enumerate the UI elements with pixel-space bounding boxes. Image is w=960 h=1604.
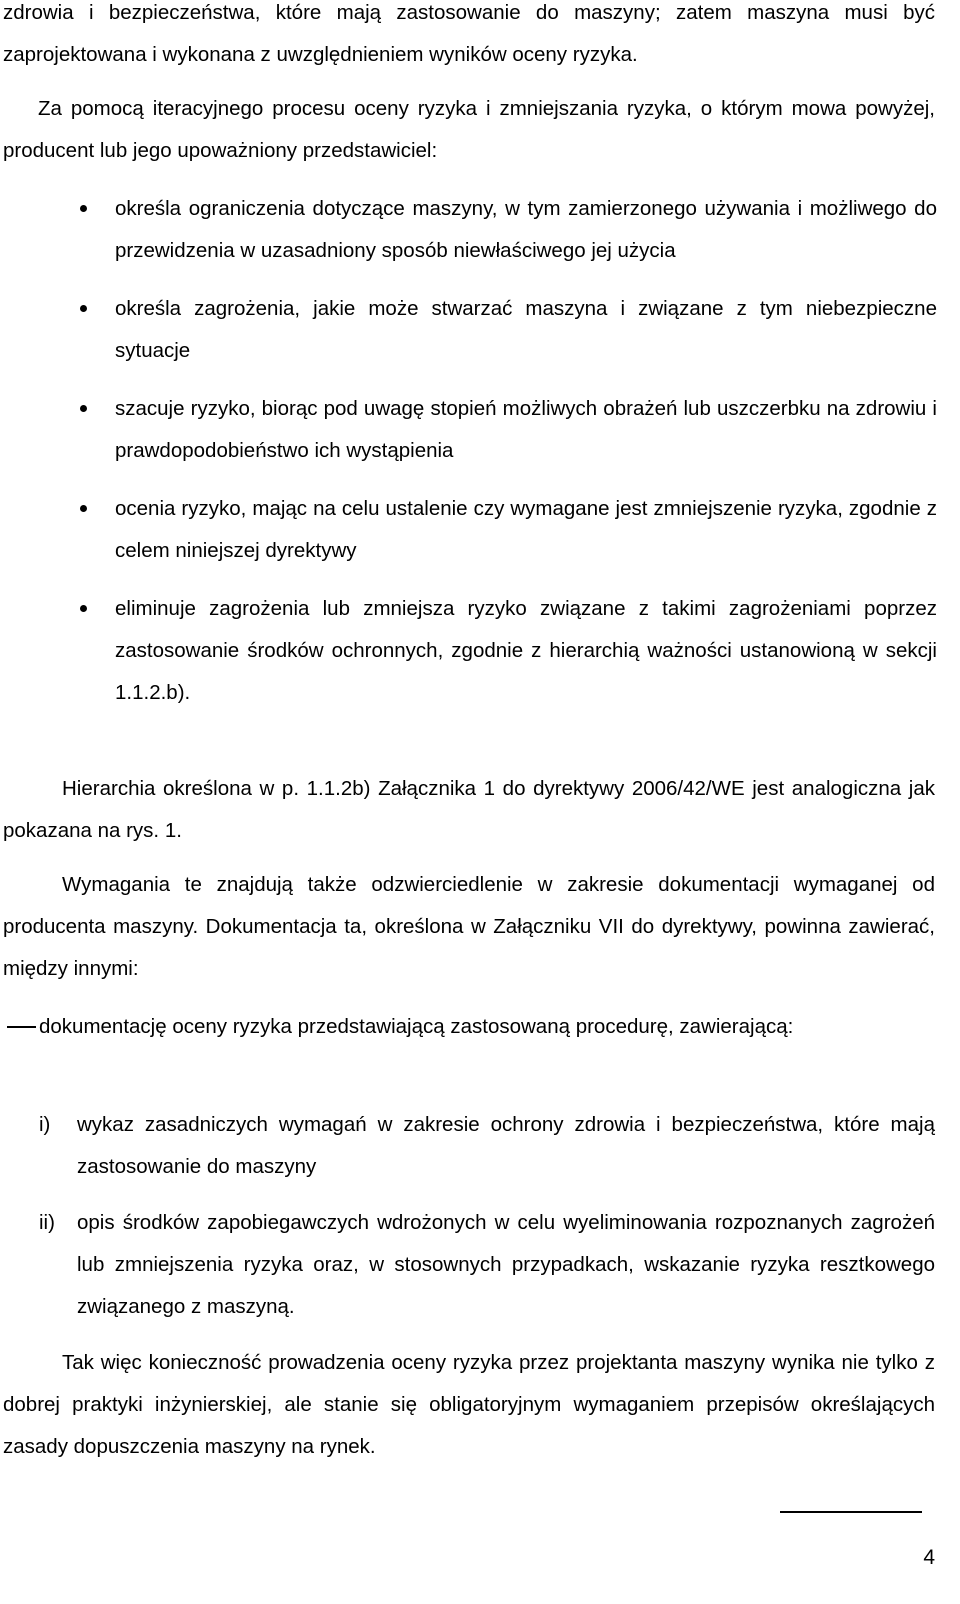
list-item-text: wykaz zasadniczych wymagań w zakresie ochrony zdrowia i bezpieczeństwa, które mają zastosowanie do maszyny bbox=[77, 1113, 935, 1178]
list-item-text: szacuje ryzyko, biorąc pod uwagę stopień możliwych obrażeń lub uszczerbku na zdrowiu i prawdopodobieństwo ich wystąpienia bbox=[115, 397, 937, 462]
intro-paragraph-2-block bbox=[3, 88, 935, 172]
intro-continuation bbox=[3, 0, 935, 76]
bullet-icon bbox=[80, 605, 87, 612]
list-item-text: określa ograniczenia dotyczące maszyny, w tym zamierzonego używania i możliwego do przewidzenia w uzasadniony sposób niewłaściwego jej użycia bbox=[115, 197, 937, 262]
list-item bbox=[0, 388, 937, 472]
documentation-item-text: dokumentację oceny ryzyka przedstawiającą zastosowaną procedurę, zawierającą: bbox=[39, 1015, 794, 1038]
bullet-icon bbox=[80, 505, 87, 512]
footer-rule bbox=[780, 1511, 922, 1513]
requirements-paragraph: Wymagania te znajdują także odzwierciedlenie w zakresie dokumentacji wymaganej od producenta maszyny. Dokumentacja ta, określona w Załączniku VII do dyrektywy, powinna zawierać, między innymi: bbox=[3, 873, 935, 980]
list-item bbox=[0, 488, 937, 572]
intro-paragraph-2: Za pomocą iteracyjnego procesu oceny ryzyka i zmniejszania ryzyka, o którym mowa powyżej, producent lub jego upoważniony przedstawiciel: bbox=[3, 97, 935, 162]
documentation-item bbox=[3, 1006, 935, 1048]
list-item-text: opis środków zapobiegawczych wdrożonych w celu wyeliminowania rozpoznanych zagrożeń lub zmniejszenia ryzyka oraz, w stosownych przypadkach, wskazanie ryzyka resztkowego związanego z maszyną. bbox=[77, 1211, 935, 1318]
hierarchy-paragraph-block bbox=[3, 768, 935, 852]
list-item bbox=[0, 588, 937, 714]
list-item-text: eliminuje zagrożenia lub zmniejsza ryzyko związane z takimi zagrożeniami poprzez zastosowanie środków ochronnych, zgodnie z hierarchią ważności ustanowioną w sekcji 1.1.2.b). bbox=[115, 597, 937, 704]
list-item bbox=[3, 1104, 935, 1188]
bullet-icon bbox=[80, 405, 87, 412]
dash-icon bbox=[7, 1026, 36, 1028]
list-item-text: określa zagrożenia, jakie może stwarzać maszyna i związane z tym niebezpieczne sytuacje bbox=[115, 297, 937, 362]
list-marker: i) bbox=[39, 1113, 51, 1136]
list-item bbox=[0, 188, 937, 272]
documentation-sublist bbox=[3, 1104, 935, 1342]
bullet-icon bbox=[80, 305, 87, 312]
page-number: 4 bbox=[923, 1546, 935, 1569]
hierarchy-paragraph: Hierarchia określona w p. 1.1.2b) Załącznika 1 do dyrektywy 2006/42/WE jest analogiczna jak pokazana na rys. 1. bbox=[3, 777, 935, 842]
list-marker: ii) bbox=[39, 1211, 55, 1234]
conclusion-paragraph: Tak więc konieczność prowadzenia oceny ryzyka przez projektanta maszyny wynika nie tylko z dobrej praktyki inżynierskiej, ale stanie się obligatoryjnym wymaganiem przepisów określających zasady dopuszczenia maszyny na rynek. bbox=[3, 1351, 935, 1458]
risk-process-list bbox=[0, 188, 937, 730]
bullet-icon bbox=[80, 205, 87, 212]
conclusion-paragraph-block bbox=[3, 1342, 935, 1468]
list-item bbox=[0, 288, 937, 372]
list-item-text: ocenia ryzyko, mając na celu ustalenie czy wymagane jest zmniejszenie ryzyka, zgodnie z celem niniejszej dyrektywy bbox=[115, 497, 937, 562]
intro-paragraph-1: zdrowia i bezpieczeństwa, które mają zastosowanie do maszyny; zatem maszyna musi być zaprojektowana i wykonana z uwzględnieniem wyników oceny ryzyka. bbox=[3, 1, 935, 66]
requirements-paragraph-block bbox=[3, 864, 935, 990]
list-item bbox=[3, 1202, 935, 1328]
